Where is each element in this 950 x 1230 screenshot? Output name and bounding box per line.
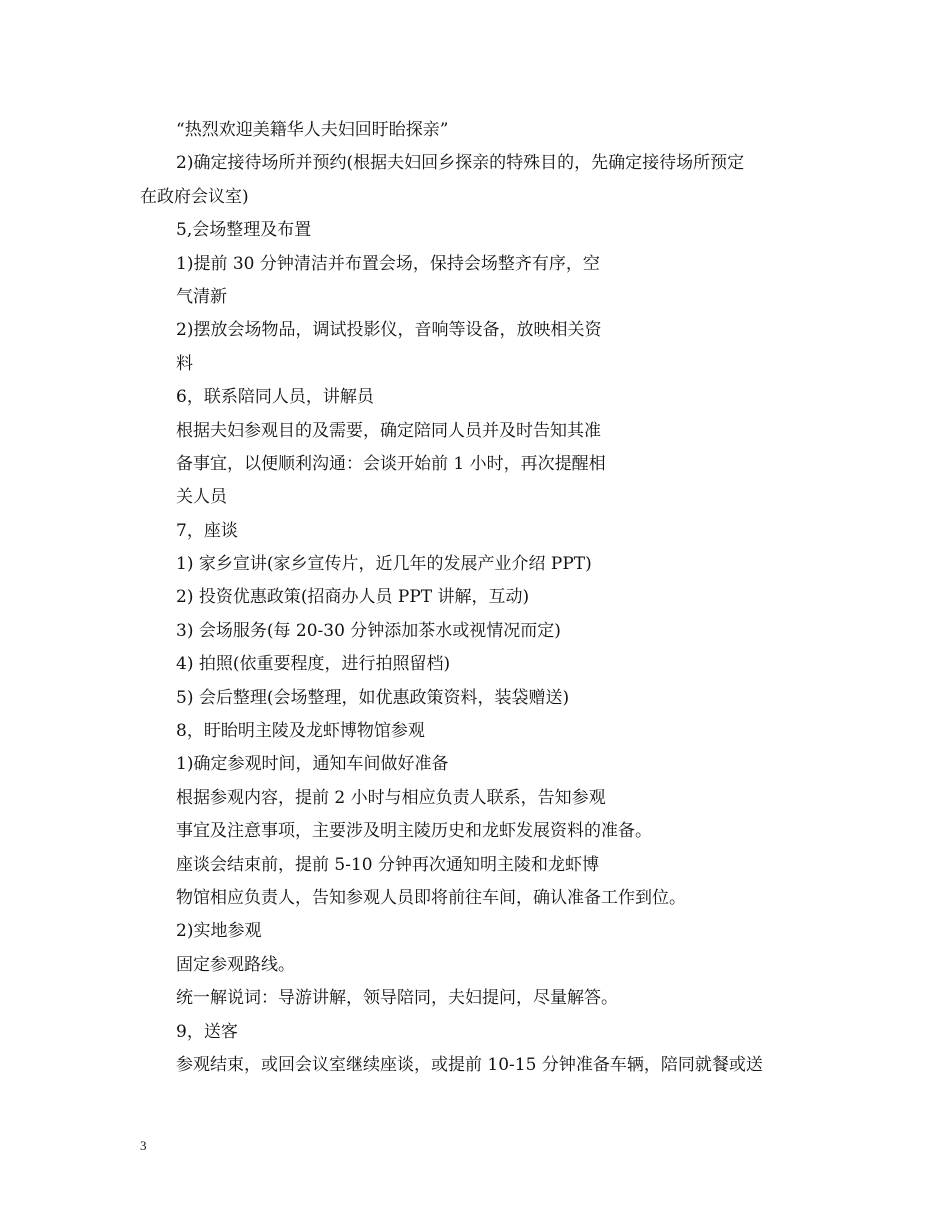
document-body [140,114,820,1082]
page-number: 3 [140,1138,147,1153]
text-line: 1)提前 30 分钟清洁并布置会场，保持会场整齐有序，空 [176,253,600,274]
text-line: 9，送客 [176,1021,238,1042]
text-line: 2) 投资优惠政策(招商办人员 PPT 讲解，互动) [176,587,530,608]
text-line: “热烈欢迎美籍华人夫妇回盱眙探亲” [176,120,449,140]
text-line: 参观结束，或回会议室继续座谈，或提前 10-15 分钟准备车辆，陪同就餐或送 [176,1054,763,1075]
text-line: 事宜及注意事项，主要涉及明主陵历史和龙虾发展资料的准备。 [176,821,652,842]
text-line: 6，联系陪同人员，讲解员 [176,387,374,408]
text-line: 关人员 [176,487,227,508]
text-line: 2)确定接待场所并预约(根据夫妇回乡探亲的特殊目的，先确定接待场所预定 [176,153,745,174]
text-line: 固定参观路线。 [176,954,295,975]
text-line: 2)摆放会场物品，调试投影仪，音响等设备，放映相关资 [176,320,602,341]
text-line: 5,会场整理及布置 [176,220,312,241]
text-line: 料 [176,353,193,374]
text-line: 1) 家乡宣讲(家乡宣传片，近几年的发展产业介绍 PPT) [176,554,592,575]
text-line: 1)确定参观时间，通知车间做好准备 [176,754,449,775]
text-line: 7，座谈 [176,520,238,541]
text-line: 座谈会结束前，提前 5-10 分钟再次通知明主陵和龙虾博 [176,854,599,875]
text-line: 物馆相应负责人，告知参观人员即将前往车间，确认准备工作到位。 [176,887,686,908]
text-line: 在政府会议室) [140,186,249,207]
text-line: 备事宜，以便顺利沟通：会谈开始前 1 小时，再次提醒相 [176,453,606,474]
text-line: 根据参观内容，提前 2 小时与相应负责人联系，告知参观 [176,787,606,808]
text-line: 4) 拍照(依重要程度，进行拍照留档) [176,654,451,675]
text-line: 8，盱眙明主陵及龙虾博物馆参观 [176,721,425,742]
text-line: 2)实地参观 [176,921,262,942]
text-line: 3) 会场服务(每 20-30 分钟添加茶水或视情况而定) [176,620,561,641]
text-line: 气清新 [176,286,227,307]
text-line: 根据夫妇参观目的及需要，确定陪同人员并及时告知其准 [176,420,601,441]
text-line: 统一解说词：导游讲解，领导陪同，夫妇提问，尽量解答。 [176,988,618,1009]
text-line: 5) 会后整理(会场整理，如优惠政策资料，装袋赠送) [176,687,570,708]
